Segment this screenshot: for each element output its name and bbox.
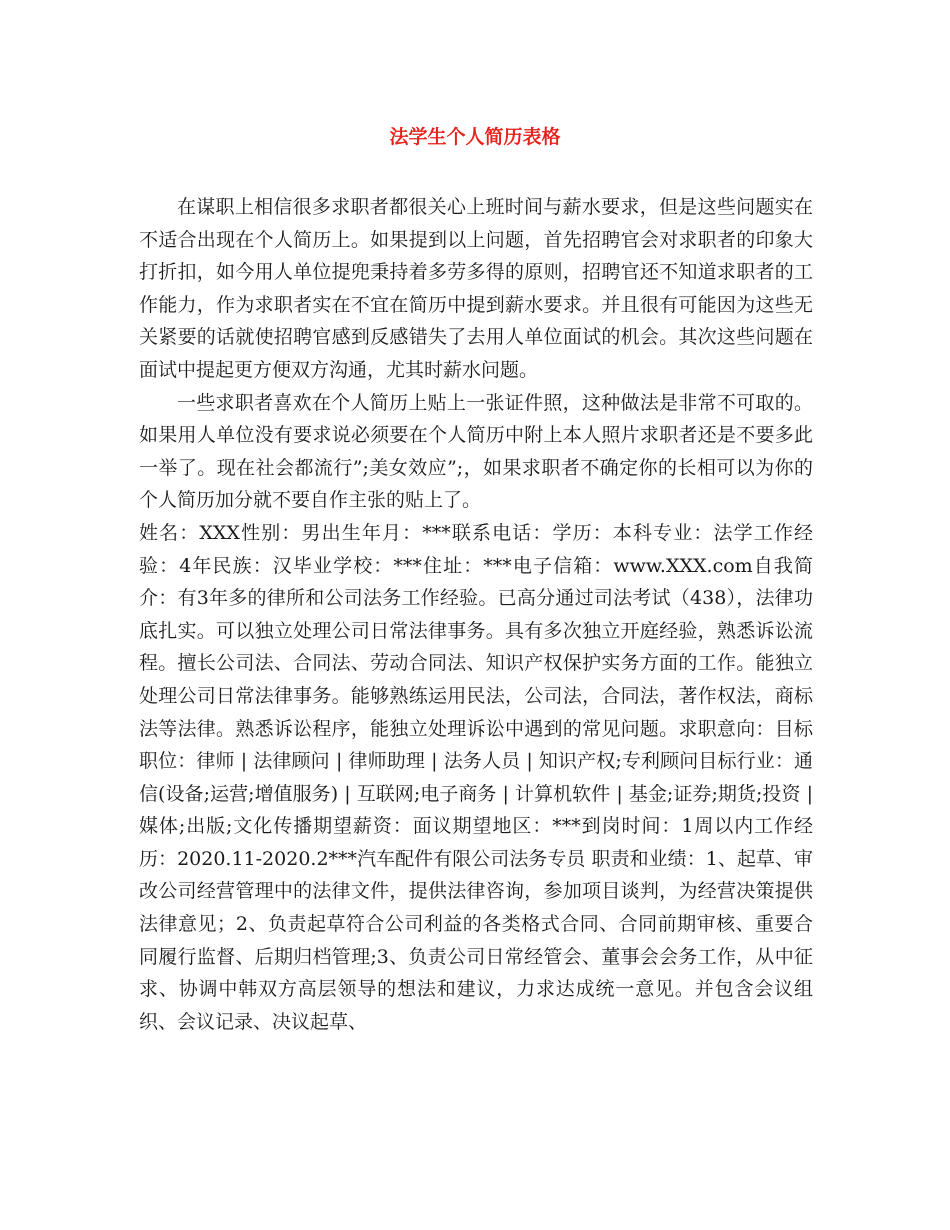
document-title: 法学生个人简历表格	[389, 126, 561, 148]
paragraph-photo: 一些求职者喜欢在个人简历上贴上一张证件照，这种做法是非常不可取的。如果用人单位没有要求说必须要在个人简历中附上本人照片求职者还是不要多此一举了。现在社会都流行”;美女效应”;，如果求职者不确定你的长相可以为你的个人简历加分就不要自作主张的贴上了。	[139, 391, 813, 512]
paragraph-resume-details: 姓名：XXX性别：男出生年月：***联系电话：学历：本科专业：法学工作经验：4年民族：汉毕业学校：***住址：***电子信箱：www.XXX.com自我简介：有3年多的律所和公司法务工作经验。已高分通过司法考试（438），法律功底扎实。可以独立处理公司日常法律事务。具有多次独立开庭经验，熟悉诉讼流程。擅长公司法、合同法、劳动合同法、知识产权保护实务方面的工作。能独立处理公司日常法律事务。能够熟练运用民法，公司法，合同法，著作权法，商标法等法律。熟悉诉讼程序，能独立处理诉讼中遇到的常见问题。求职意向：目标职位：律师 | 法律顾问 | 律师助理 | 法务人员 | 知识产权;专利顾问目标行业：通信(设备;运营;增值服务) | 互联网;电子商务 | 计算机软件 | 基金;证券;期货;投资 | 媒体;出版;文化传播期望薪资：面议期望地区：***到岗时间：1周以内工作经历：2020.11-2020.2***汽车配件有限公司法务专员 职责和业绩：1、起草、审改公司经营管理中的法律文件，提供法律咨询，参加项目谈判，为经营决策提供法律意见；2、负责起草符合公司利益的各类格式合同、合同前期审核、重要合同履行监督、后期归档管理;3、负责公司日常经管会、董事会会务工作，从中征求、协调中韩双方高层领导的想法和建议，力求达成统一意见。并包含会议组织、会议记录、决议起草、	[139, 521, 813, 1033]
paragraph-salary: 在谋职上相信很多求职者都很关心上班时间与薪水要求，但是这些问题实在不适合出现在个人简历上。如果提到以上问题，首先招聘官会对求职者的印象大打折扣，如今用人单位提兜秉持着多劳多得的原则，招聘官还不知道求职者的工作能力，作为求职者实在不宜在简历中提到薪水要求。并且很有可能因为这些无关紧要的话就使招聘官感到反感错失了去用人单位面试的机会。其次这些问题在面试中提起更方便双方沟通，尤其时薪水问题。	[139, 196, 813, 381]
document-body	[139, 191, 813, 1038]
